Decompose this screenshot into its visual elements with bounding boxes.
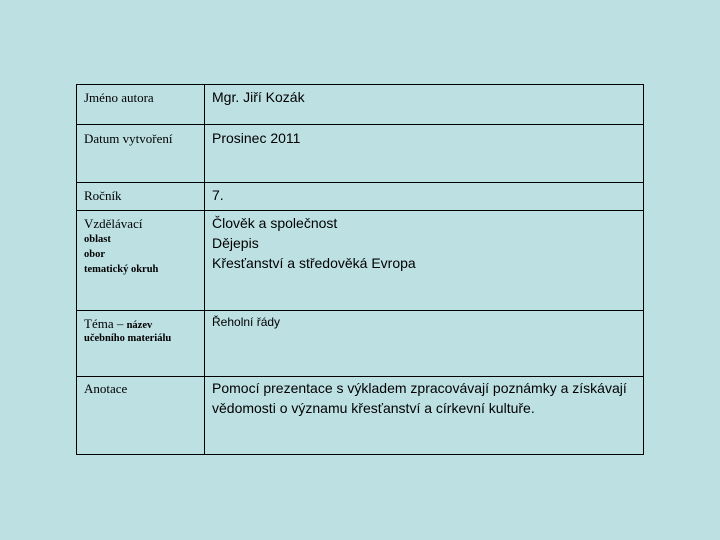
date-value: Prosinec 2011 [212,130,301,146]
row-grade [77,183,643,211]
education-values [212,213,635,273]
grade-label: Ročník [84,188,122,203]
sublabel-oblast: oblast [84,234,111,245]
annotation-label: Anotace [84,381,128,396]
topic-value: Řeholní řády [212,315,281,329]
value-okruh: Křesťanství a středověká Evropa [212,255,416,271]
row-date [77,125,643,183]
row-annotation [77,377,643,454]
sublabel-obor: obor [84,249,105,260]
grade-value: 7. [212,187,224,203]
row-topic [77,311,643,377]
education-label: Vzdělávací [84,216,143,231]
author-label: Jméno autora [84,90,154,105]
author-value: Mgr. Jiří Kozák [212,89,305,105]
row-education [77,211,643,311]
row-author [77,85,643,125]
metadata-table [76,84,644,455]
value-oblast: Člověk a společnost [212,215,338,231]
annotation-value: Pomocí prezentace s výkladem zpracovávají poznámky a získávají vědomosti o významu křesťanství a církevní kultuře. [212,380,627,416]
sublabel-okruh: tematický okruh [84,264,159,275]
topic-sublabel: učebního materiálu [84,333,172,344]
education-sublabels [84,232,158,277]
topic-label-main: Téma – [84,316,127,331]
topic-label-small: název [126,320,153,331]
date-label: Datum vytvoření [84,131,173,146]
value-obor: Dějepis [212,235,259,251]
